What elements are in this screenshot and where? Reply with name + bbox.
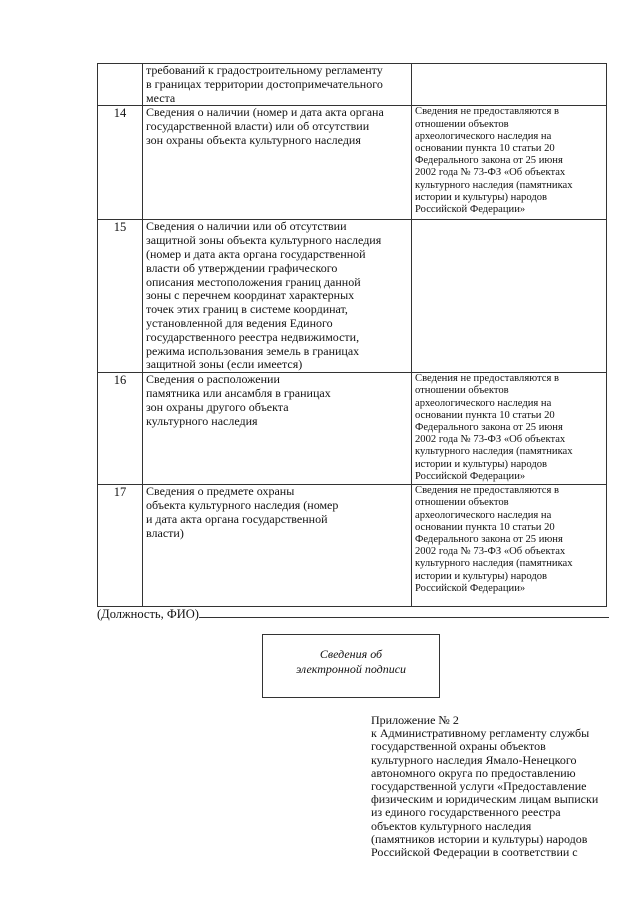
description-line: защитной зоны объекта культурного наследия [146,233,382,248]
description-line: Сведения о предмете охраны [146,484,295,499]
row-description [143,106,412,220]
table-row [98,64,607,106]
information-line: 2002 года № 73-ФЗ «Об объектах [415,167,566,179]
appendix-line: Российской Федерации в соответствии с [371,845,578,860]
description-line: точек этих границ в системе координат, [146,302,348,317]
information-line: 2002 года № 73-ФЗ «Об объектах [415,434,566,446]
description-line: требований к градостроительному регламенту [146,63,383,77]
appendix-header [371,714,611,859]
information-line: Российской Федерации» [415,204,526,216]
appendix-line: объектов культурного наследия [371,818,532,833]
row-information [412,485,607,607]
row-description [143,485,412,607]
description-line: места [146,90,176,105]
table-row [98,106,607,220]
registry-table [97,63,607,607]
row-number [98,64,143,106]
appendix-line: из единого государственного реестра [371,805,561,820]
description-line: культурного наследия [146,413,258,428]
table-row [98,485,607,607]
information-line: основании пункта 10 статьи 20 [415,521,555,533]
row-information [412,373,607,485]
signature-label: (Должность, ФИО) [97,607,199,621]
information-line: культурного наследия (памятниках [415,558,573,570]
information-line: культурного наследия (памятниках [415,446,573,458]
description-line: зон охраны другого объекта [146,399,289,414]
row-information [412,220,607,373]
esign-line: электронной подписи [295,662,407,676]
description-line: и дата акта органа государственной [146,511,328,526]
description-line: режима использования земель в границах [146,343,360,358]
row-description [143,220,412,373]
information-line: археологического наследия на [415,509,552,521]
information-line: Российской Федерации» [415,470,526,482]
row-description [143,64,412,106]
information-line: отношении объектов [415,385,509,397]
description-line: объекта культурного наследия (номер [146,497,339,512]
row-number: 15 [98,220,143,373]
row-number: 14 [98,106,143,220]
description-line: Сведения о наличии или об отсутствии [146,219,347,234]
appendix-line: автономного округа по предоставлению [371,765,576,780]
information-line: археологического наследия на [415,130,552,142]
information-line: Федерального закона от 25 июня [415,533,563,545]
row-number: 17 [98,485,143,607]
information-line: истории и культуры) народов [415,570,548,582]
description-line: описания местоположения границ данной [146,274,361,289]
appendix-line: государственной услуги «Предоставление [371,779,587,794]
row-number: 16 [98,373,143,485]
information-line: отношении объектов [415,497,509,509]
description-line: Сведения о расположении [146,372,280,387]
description-line: Сведения о наличии (номер и дата акта органа [146,105,384,120]
appendix-line: к Административному регламенту службы [371,726,590,741]
appendix-line: (памятников истории и культуры) народов [371,831,588,846]
table-row [98,373,607,485]
table-row [98,220,607,373]
information-line: Сведения не предоставляются в [415,373,559,385]
information-line: Сведения не предоставляются в [415,485,559,497]
appendix-line: культурного наследия Ямало-Ненецкого [371,752,577,767]
description-line: защитной зоны (если имеется) [146,357,303,372]
description-line: памятника или ансамбля в границах [146,385,331,400]
information-line: истории и культуры) народов [415,458,548,470]
signature-underline [199,606,609,618]
information-line: археологического наследия на [415,397,552,409]
information-line: Сведения не предоставляются в [415,106,559,118]
description-line: зон охраны объекта культурного наследия [146,132,361,147]
information-line: 2002 года № 73-ФЗ «Об объектах [415,546,566,558]
signature-line [97,606,607,622]
description-line: власти об утверждении графического [146,260,338,275]
appendix-line: государственной охраны объектов [371,739,546,754]
appendix-line: Приложение № 2 [371,713,459,727]
description-line: власти) [146,525,184,540]
information-line: основании пункта 10 статьи 20 [415,409,555,421]
row-description [143,373,412,485]
description-line: государственной власти) или об отсутствии [146,119,370,134]
description-line: в границах территории достопримечательного [146,76,383,91]
information-line: Российской Федерации» [415,582,526,594]
appendix-line: физическим и юридическим лицам выписки [371,792,599,807]
description-line: (номер и дата акта органа государственной [146,246,366,261]
information-line: Федерального закона от 25 июня [415,155,563,167]
esign-line: Сведения об [319,647,383,661]
information-line: отношении объектов [415,118,509,130]
row-information [412,64,607,106]
description-line: зоны с перечнем координат характерных [146,288,355,303]
information-line: основании пункта 10 статьи 20 [415,143,555,154]
electronic-signature-box [262,634,440,698]
information-line: культурного наследия (памятниках [415,179,573,191]
description-line: государственного реестра недвижимости, [146,329,360,344]
description-line: установленной для ведения Единого [146,315,333,330]
information-line: Федерального закона от 25 июня [415,421,563,433]
row-information [412,106,607,220]
information-line: истории и культуры) народов [415,191,548,203]
